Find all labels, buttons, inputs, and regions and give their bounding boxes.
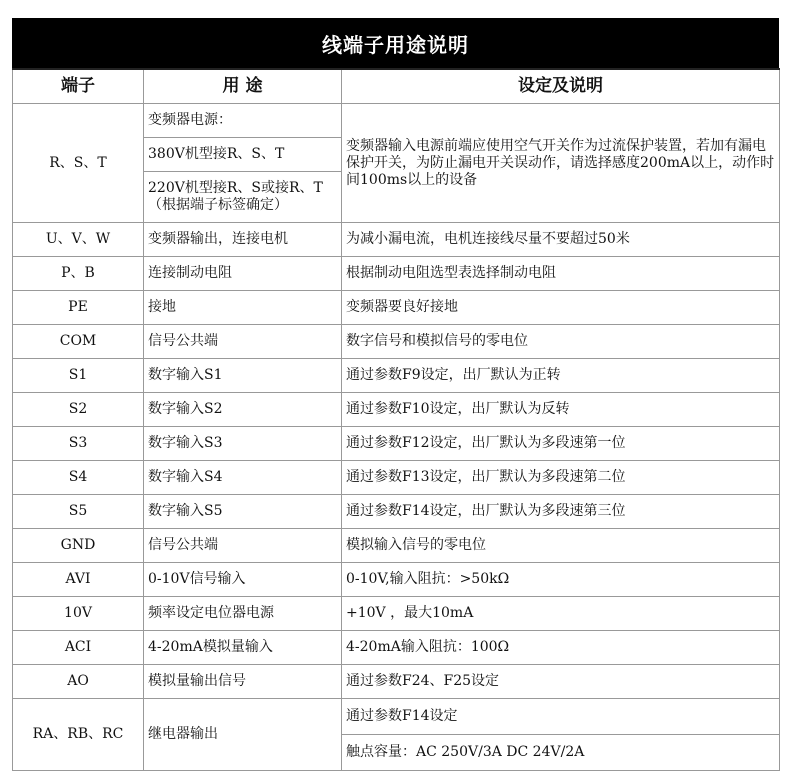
use-cell: 模拟量输出信号 xyxy=(144,665,342,699)
use-cell: 数字输入S5 xyxy=(144,495,342,529)
table-row xyxy=(13,393,780,427)
table-row xyxy=(13,529,780,563)
terminal-cell: COM xyxy=(13,325,144,359)
table-row xyxy=(13,495,780,529)
use-cell: 数字输入S4 xyxy=(144,461,342,495)
terminal-cell: P、B xyxy=(13,257,144,291)
description-cell: 0-10V,输入阻抗：>50kΩ xyxy=(342,563,780,597)
use-cell: 数字输入S1 xyxy=(144,359,342,393)
terminal-cell: AO xyxy=(13,665,144,699)
description-cell: 通过参数F14设定，出厂默认为多段速第三位 xyxy=(342,495,780,529)
table-row xyxy=(13,597,780,631)
terminal-cell: RA、RB、RC xyxy=(13,699,144,771)
description-cell: 模拟输入信号的零电位 xyxy=(342,529,780,563)
terminal-cell: R、S、T xyxy=(13,104,144,223)
use-cell: 信号公共端 xyxy=(144,325,342,359)
description-cell: 数字信号和模拟信号的零电位 xyxy=(342,325,780,359)
use-cell: 0-10V信号输入 xyxy=(144,563,342,597)
table-row xyxy=(13,359,780,393)
use-subcell: 220V机型接R、S或接R、T （根据端子标签确定） xyxy=(148,180,323,213)
terminal-cell: S1 xyxy=(13,359,144,393)
terminal-cell: S5 xyxy=(13,495,144,529)
use-cell: 数字输入S2 xyxy=(144,393,342,427)
table-row xyxy=(13,563,780,597)
terminal-cell: AVI xyxy=(13,563,144,597)
use-cell: 信号公共端 xyxy=(144,529,342,563)
terminal-cell: S2 xyxy=(13,393,144,427)
terminal-cell: 10V xyxy=(13,597,144,631)
table-row xyxy=(13,461,780,495)
description-cell-stack xyxy=(342,699,780,771)
use-cell: 接地 xyxy=(144,291,342,325)
table-row xyxy=(13,665,780,699)
use-cell: 频率设定电位器电源 xyxy=(144,597,342,631)
table-row xyxy=(13,427,780,461)
description-cell: +10V ，最大10mA xyxy=(342,597,780,631)
description-cell: 通过参数F12设定，出厂默认为多段速第一位 xyxy=(342,427,780,461)
terminal-cell: S4 xyxy=(13,461,144,495)
header-description: 设定及说明 xyxy=(342,69,780,104)
table-row xyxy=(13,699,780,771)
table-row xyxy=(13,291,780,325)
terminal-cell: PE xyxy=(13,291,144,325)
terminal-cell: ACI xyxy=(13,631,144,665)
header-terminal: 端子 xyxy=(13,69,144,104)
description-cell: 变频器输入电源前端应使用空气开关作为过流保护装置，若加有漏电保护开关，为防止漏电开关误动作，请选择感度200mA以上，动作时间100ms以上的设备 xyxy=(342,104,780,223)
description-cell: 4-20mA输入阻抗：100Ω xyxy=(342,631,780,665)
table-row xyxy=(13,631,780,665)
table-row xyxy=(13,325,780,359)
table-row xyxy=(13,223,780,257)
use-subcell: 380V机型接R、S、T xyxy=(144,138,341,172)
description-subcell: 通过参数F14设定 xyxy=(342,700,779,735)
description-cell: 变频器要良好接地 xyxy=(342,291,780,325)
terminal-cell: S3 xyxy=(13,427,144,461)
use-cell: 连接制动电阻 xyxy=(144,257,342,291)
terminal-cell: GND xyxy=(13,529,144,563)
table-row xyxy=(13,257,780,291)
description-cell: 通过参数F10设定，出厂默认为反转 xyxy=(342,393,780,427)
use-cell: 继电器输出 xyxy=(144,699,342,771)
use-cell: 4-20mA模拟量输入 xyxy=(144,631,342,665)
header-row xyxy=(13,69,780,104)
description-cell: 根据制动电阻选型表选择制动电阻 xyxy=(342,257,780,291)
table-title: 线端子用途说明 xyxy=(12,18,779,68)
use-cell-stack xyxy=(144,104,342,223)
table-row xyxy=(13,104,780,223)
description-cell: 为减小漏电流，电机连接线尽量不要超过50米 xyxy=(342,223,780,257)
use-cell: 数字输入S3 xyxy=(144,427,342,461)
description-cell: 通过参数F9设定，出厂默认为正转 xyxy=(342,359,780,393)
use-subcell: 变频器电源： xyxy=(144,104,341,138)
terminal-cell: U、V、W xyxy=(13,223,144,257)
description-subcell: 触点容量：AC 250V/3A DC 24V/2A xyxy=(346,743,585,760)
description-cell: 通过参数F13设定，出厂默认为多段速第二位 xyxy=(342,461,780,495)
header-use: 用 途 xyxy=(144,69,342,104)
description-cell: 通过参数F24、F25设定 xyxy=(342,665,780,699)
terminal-table xyxy=(12,68,780,771)
use-cell: 变频器输出，连接电机 xyxy=(144,223,342,257)
